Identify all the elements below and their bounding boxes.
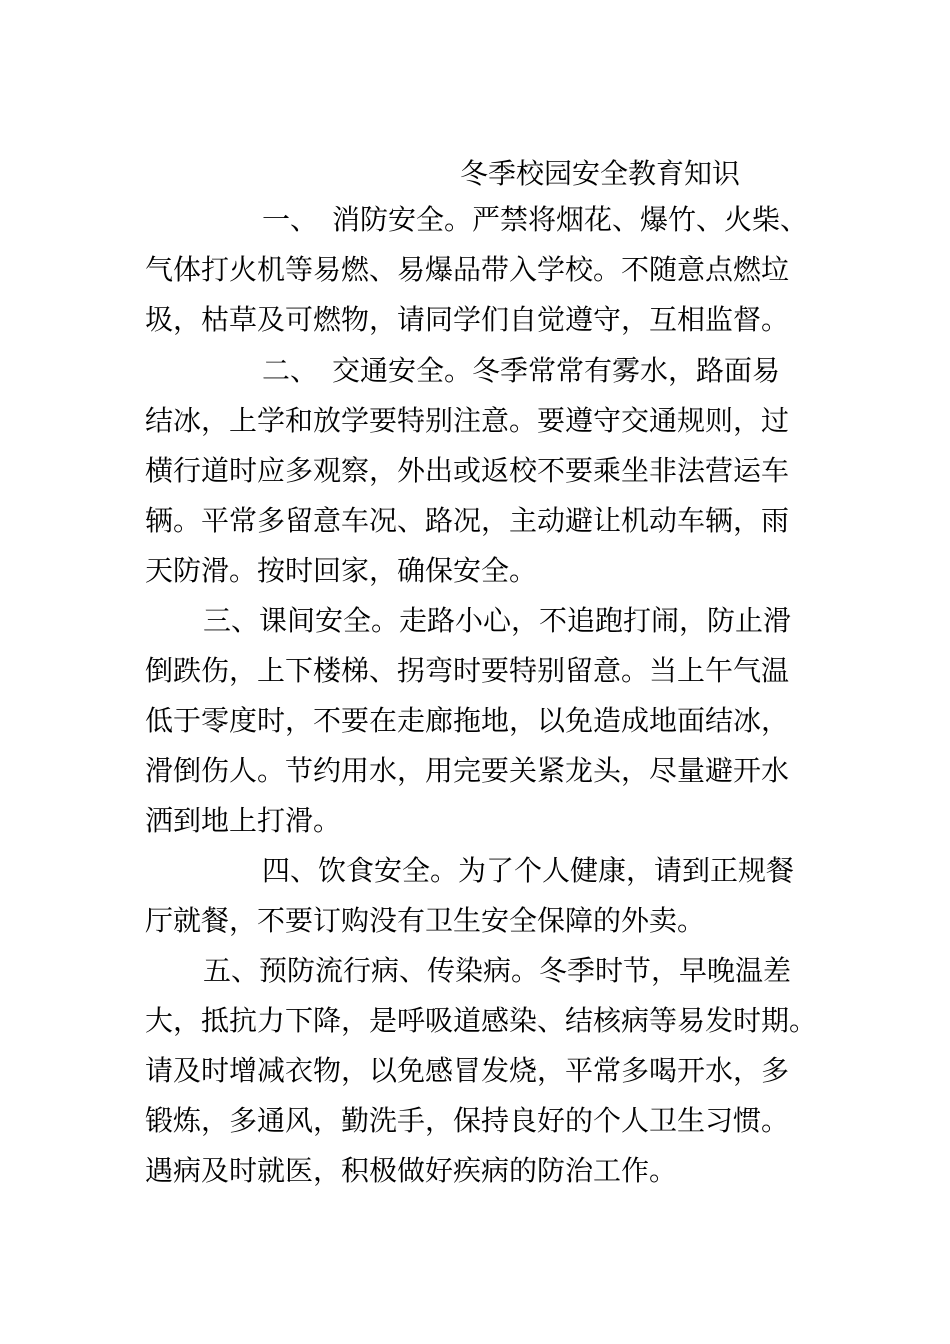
- paragraph-line: 一、 消防安全。严禁将烟花、爆竹、火柴、: [262, 203, 809, 236]
- paragraph-line: 滑倒伤人。节约用水，用完要关紧龙头，尽量避开水: [145, 754, 790, 787]
- paragraph-line: 结冰，上学和放学要特别注意。要遵守交通规则，过: [145, 404, 790, 437]
- paragraph-line: 厅就餐，不要订购没有卫生安全保障的外卖。: [145, 904, 706, 937]
- paragraph-line: 三、课间安全。走路小心，不追跑打闹，防止滑: [203, 604, 792, 637]
- paragraph-line: 横行道时应多观察，外出或返校不要乘坐非法营运车: [145, 454, 790, 487]
- document-title: 冬季校园安全教育知识: [460, 157, 741, 190]
- paragraph-line: 遇病及时就医，积极做好疾病的防治工作。: [145, 1154, 678, 1187]
- paragraph-line: 四、饮食安全。为了个人健康，请到正规餐: [262, 854, 795, 887]
- paragraph-line: 二、 交通安全。冬季常常有雾水，路面易: [262, 354, 781, 387]
- paragraph-line: 洒到地上打滑。: [145, 804, 342, 837]
- paragraph-line: 圾，枯草及可燃物，请同学们自觉遵守，互相监督。: [145, 303, 790, 336]
- paragraph-line: 大，抵抗力下降，是呼吸道感染、结核病等易发时期。: [145, 1004, 818, 1037]
- paragraph-line: 五、预防流行病、传染病。冬季时节，早晚温差: [203, 954, 792, 987]
- paragraph-line: 请及时增减衣物，以免感冒发烧，平常多喝开水，多: [145, 1054, 790, 1087]
- paragraph-line: 辆。平常多留意车况、路况，主动避让机动车辆，雨: [145, 504, 790, 537]
- paragraph-line: 气体打火机等易燃、易爆品带入学校。不随意点燃垃: [145, 253, 790, 286]
- paragraph-line: 倒跌伤，上下楼梯、拐弯时要特别留意。当上午气温: [145, 654, 790, 687]
- paragraph-line: 天防滑。按时回家，确保安全。: [145, 554, 538, 587]
- paragraph-line: 低于零度时，不要在走廊拖地，以免造成地面结冰，: [145, 704, 790, 737]
- paragraph-line: 锻炼，多通风，勤洗手，保持良好的个人卫生习惯。: [145, 1104, 790, 1137]
